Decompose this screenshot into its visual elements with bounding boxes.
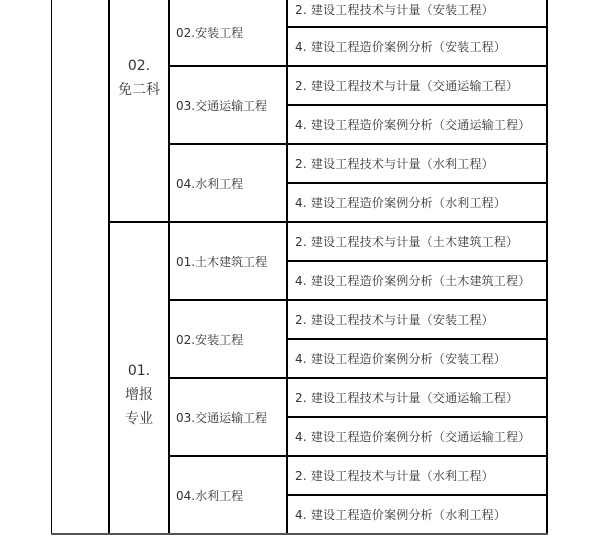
category-label: 免二科 [118, 81, 160, 98]
subject-cell [170, 67, 292, 143]
course-name: 4. 建设工程造价案例分析（交通运输工程） [295, 430, 531, 444]
subject-name: 04.水利工程 [176, 488, 244, 503]
subject-cell [170, 301, 292, 377]
course-cell [288, 457, 553, 494]
course-name: 4. 建设工程造价案例分析（交通运输工程） [295, 118, 531, 132]
course-name: 2. 建设工程技术与计量（安装工程） [295, 2, 494, 17]
subject-name: 04.水利工程 [176, 176, 244, 191]
subject-cell [170, 0, 292, 65]
course-name: 2. 建设工程技术与计量（水利工程） [295, 469, 494, 483]
course-cell [288, 145, 553, 182]
table-border-bottom [51, 533, 548, 535]
course-cell [288, 379, 553, 416]
course-cell [288, 301, 553, 338]
course-name: 2. 建设工程技术与计量（安装工程） [295, 313, 494, 327]
course-name: 4. 建设工程造价案例分析（水利工程） [295, 508, 507, 522]
category-cell [110, 223, 168, 533]
course-cell [288, 223, 553, 260]
table-border-left [51, 0, 52, 534]
category-cell [110, 0, 168, 221]
course-name: 4. 建设工程造价案例分析（水利工程） [295, 196, 507, 210]
course-cell [288, 106, 553, 143]
subject-cell [170, 457, 292, 533]
category-label: 增报 [125, 387, 153, 403]
course-name: 4. 建设工程造价案例分析（安装工程） [295, 40, 507, 54]
subject-name: 01.土木建筑工程 [176, 254, 268, 269]
course-name: 4. 建设工程造价案例分析（安装工程） [295, 352, 507, 366]
course-name: 2. 建设工程技术与计量（交通运输工程） [295, 79, 519, 93]
subject-name: 02.安装工程 [176, 26, 244, 40]
subject-cell [170, 379, 292, 455]
course-name: 2. 建设工程技术与计量（交通运输工程） [295, 391, 519, 405]
subject-name: 03.交通运输工程 [176, 98, 268, 113]
category-label: 01. [127, 363, 151, 379]
subject-name: 03.交通运输工程 [176, 410, 268, 425]
category-label: 专业 [125, 411, 153, 427]
course-name: 4. 建设工程造价案例分析（土木建筑工程） [295, 274, 531, 288]
course-cell [288, 340, 553, 377]
course-cell [288, 184, 553, 221]
subject-cell [170, 223, 292, 299]
subject-name: 02.安装工程 [176, 332, 244, 347]
course-name: 2. 建设工程技术与计量（土木建筑工程） [295, 235, 519, 249]
course-cell [288, 496, 553, 533]
course-cell [288, 0, 553, 18]
course-cell [288, 262, 553, 299]
course-cell [288, 28, 553, 65]
course-cell [288, 418, 553, 455]
subject-cell [170, 145, 292, 221]
course-name: 2. 建设工程技术与计量（水利工程） [295, 157, 494, 171]
course-cell [288, 67, 553, 104]
category-label: 02. [127, 57, 151, 74]
